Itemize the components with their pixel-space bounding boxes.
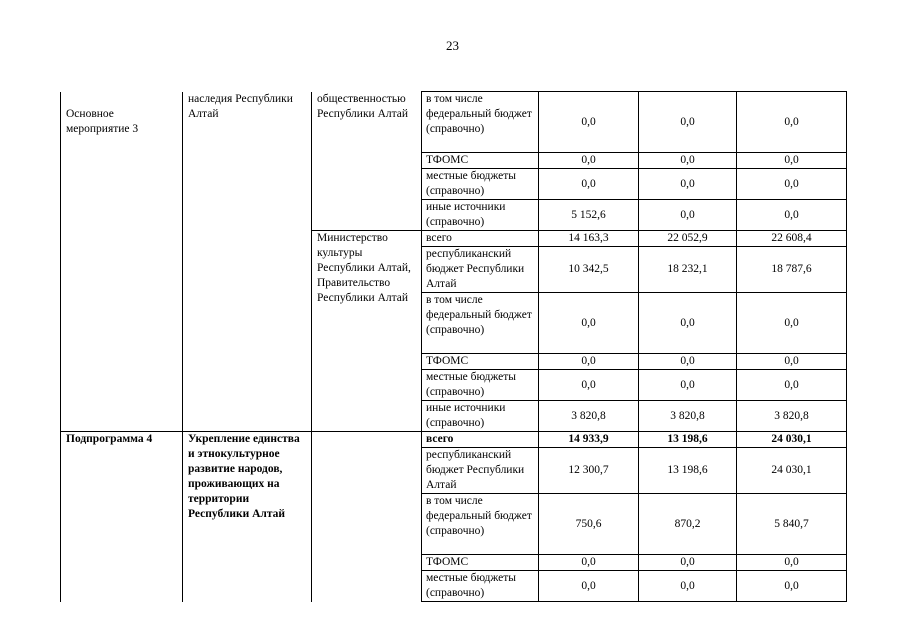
funding-source: местные бюджеты (справочно)	[422, 370, 539, 401]
budget-table	[60, 91, 847, 602]
value-year-1: 0,0	[539, 153, 639, 169]
value-year-2: 0,0	[639, 153, 737, 169]
value-year-1: 0,0	[539, 370, 639, 401]
funding-source: всего	[422, 432, 539, 448]
funding-source: республиканский бюджет Республики Алтай	[422, 247, 539, 293]
funding-source: ТФОМС	[422, 555, 539, 571]
funding-source: ТФОМС	[422, 354, 539, 370]
row-executor-cell: общественностью Республики Алтай	[312, 92, 422, 231]
row-executor-cell: Министерство культуры Республики Алтай, Правительство Республики Алтай	[312, 231, 422, 432]
funding-source: в том числе федеральный бюджет (справочно)	[422, 92, 539, 153]
value-year-1: 0,0	[539, 169, 639, 200]
funding-source: местные бюджеты (справочно)	[422, 571, 539, 602]
value-year-1: 14 933,9	[539, 432, 639, 448]
funding-source: местные бюджеты (справочно)	[422, 169, 539, 200]
funding-source: всего	[422, 231, 539, 247]
value-year-2: 0,0	[639, 354, 737, 370]
value-year-1: 0,0	[539, 293, 639, 354]
value-year-2: 0,0	[639, 293, 737, 354]
row-name-cell: Основное мероприятие 3	[61, 92, 183, 432]
value-year-2: 13 198,6	[639, 432, 737, 448]
value-year-1: 0,0	[539, 555, 639, 571]
value-year-3: 24 030,1	[737, 432, 847, 448]
value-year-2: 22 052,9	[639, 231, 737, 247]
page-number: 23	[446, 38, 459, 53]
value-year-2: 0,0	[639, 370, 737, 401]
value-year-2: 0,0	[639, 169, 737, 200]
subprogram-name-cell: Подпрограмма 4	[61, 432, 183, 602]
funding-source: в том числе федеральный бюджет (справочно)	[422, 293, 539, 354]
value-year-2: 3 820,8	[639, 401, 737, 432]
value-year-1: 0,0	[539, 354, 639, 370]
value-year-3: 0,0	[737, 370, 847, 401]
subprogram-description-cell: Укрепление единства и этнокультурное развитие народов, проживающих на территории Республики Алтай	[183, 432, 312, 602]
value-year-3: 5 840,7	[737, 494, 847, 555]
value-year-1: 750,6	[539, 494, 639, 555]
value-year-1: 0,0	[539, 92, 639, 153]
value-year-3: 0,0	[737, 571, 847, 602]
value-year-3: 0,0	[737, 92, 847, 153]
value-year-2: 0,0	[639, 571, 737, 602]
value-year-2: 0,0	[639, 200, 737, 231]
value-year-1: 5 152,6	[539, 200, 639, 231]
value-year-3: 0,0	[737, 293, 847, 354]
value-year-3: 3 820,8	[737, 401, 847, 432]
funding-source: в том числе федеральный бюджет (справочно)	[422, 494, 539, 555]
value-year-3: 22 608,4	[737, 231, 847, 247]
value-year-2: 18 232,1	[639, 247, 737, 293]
value-year-1: 10 342,5	[539, 247, 639, 293]
value-year-1: 12 300,7	[539, 448, 639, 494]
value-year-2: 0,0	[639, 555, 737, 571]
subprogram-executor-cell	[312, 432, 422, 602]
value-year-3: 0,0	[737, 555, 847, 571]
funding-source: иные источники (справочно)	[422, 401, 539, 432]
value-year-3: 0,0	[737, 153, 847, 169]
value-year-1: 14 163,3	[539, 231, 639, 247]
row-description-cell: наследия Республики Алтай	[183, 92, 312, 432]
value-year-1: 3 820,8	[539, 401, 639, 432]
value-year-2: 0,0	[639, 92, 737, 153]
funding-source: республиканский бюджет Республики Алтай	[422, 448, 539, 494]
funding-source: иные источники (справочно)	[422, 200, 539, 231]
value-year-3: 0,0	[737, 200, 847, 231]
value-year-2: 13 198,6	[639, 448, 737, 494]
value-year-3: 24 030,1	[737, 448, 847, 494]
value-year-2: 870,2	[639, 494, 737, 555]
funding-source: ТФОМС	[422, 153, 539, 169]
value-year-1: 0,0	[539, 571, 639, 602]
value-year-3: 0,0	[737, 354, 847, 370]
value-year-3: 0,0	[737, 169, 847, 200]
value-year-3: 18 787,6	[737, 247, 847, 293]
